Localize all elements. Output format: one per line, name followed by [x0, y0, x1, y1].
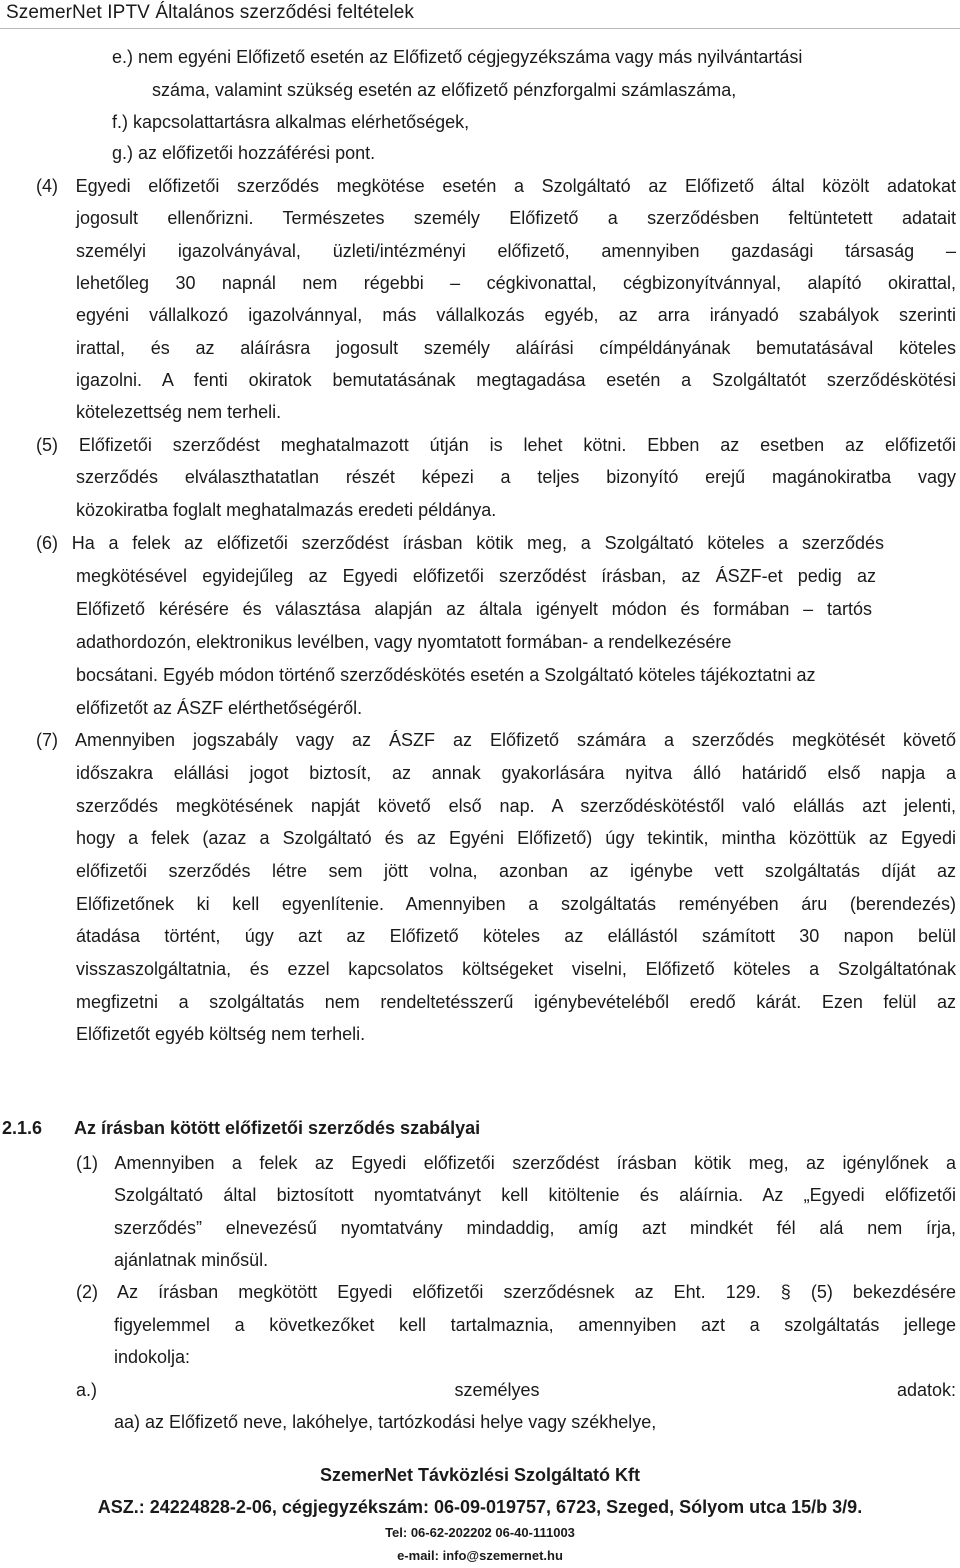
text-line: ajánlatnak minősül.: [114, 1250, 269, 1270]
text-line: igazolni. A fenti okiratok bemutatásának megtagadása esetén a Szolgáltatót szerződéskötési: [76, 370, 956, 390]
text-line: egyéni vállalkozó igazolvánnyal, más vállalkozás egyéb, az arra irányadó szabályok szerinti: [76, 305, 956, 325]
text-line: visszaszolgáltatnia, és ezzel kapcsolatos költségeket viselni, Előfizető köteles a Szolgáltatónak: [76, 959, 956, 979]
section-number: 2.1.6: [2, 1118, 43, 1138]
text-line: (4) Egyedi előfizetői szerződés megkötése esetén a Szolgáltató az Előfizető által közölt adatokat: [36, 176, 956, 196]
text-line: lehetőleg 30 napnál nem régebbi – cégkivonattal, cégbizonyítvánnyal, alapító okirattal,: [76, 273, 956, 293]
text-line: indokolja:: [114, 1347, 191, 1367]
text-line: a.) személyes adatok:: [76, 1380, 956, 1400]
text-line: Előfizetőt egyéb költség nem terheli.: [76, 1024, 366, 1044]
text-line: megfizetni a szolgáltatás nem rendeltetésszerű igénybevételéből eredő kárát. Ezen felül az: [76, 992, 956, 1012]
text-line: (7) Amennyiben jogszabály vagy az ÁSZF az Előfizető számára a szerződés megkötését követő: [36, 730, 956, 750]
text-line: Szolgáltató által biztosított nyomtatványt kell kitöltenie és aláírnia. Az „Egyedi előfizetői: [114, 1185, 956, 1205]
text-line: időszakra elállási jogot biztosít, az annak gyakorlására nyitva álló határidő első napja a: [76, 763, 956, 783]
footer-email: e-mail: info@szemernet.hu: [397, 1548, 563, 1563]
text-line: (5) Előfizetői szerződést meghatalmazott útján is lehet kötni. Ebben az esetben az előfizetői: [36, 435, 956, 455]
text-line: átadása történt, úgy azt az Előfizető köteles az elállástól számított 30 napon belül: [76, 926, 956, 946]
text-line: előfizetői szerződés létre sem jött volna, azonban az igénybe vett szolgáltatás díját az: [76, 861, 956, 881]
footer-company: SzemerNet Távközlési Szolgáltató Kft: [319, 1465, 641, 1485]
text-line: száma, valamint szükség esetén az előfizető pénzforgalmi számlaszáma,: [152, 80, 737, 100]
text-line: (6) Ha a felek az előfizetői szerződést írásban kötik meg, a Szolgáltató köteles a szerződés: [36, 533, 884, 553]
text-line: irattal, és az aláírásra jogosult személy aláírási címpéldányának bemutatásával köteles: [76, 338, 956, 358]
text-line: adathordozón, elektronikus levélben, vagy nyomtatott formában- a rendelkezésére: [76, 632, 732, 652]
text-line: g.) az előfizetői hozzáférési pont.: [112, 143, 376, 163]
text-line: megkötésével egyidejűleg az Egyedi előfizetői szerződést írásban, az ÁSZF-et pedig az: [76, 566, 876, 586]
header-title: SzemerNet IPTV Általános szerződési feltételek: [6, 2, 414, 23]
text-line: jogosult ellenőrizni. Természetes személy Előfizető a szerződésben feltüntetett adatait: [76, 208, 956, 228]
text-line: személyi igazolványával, üzleti/intézményi előfizető, amennyiben gazdasági társaság –: [76, 241, 956, 261]
text-line: előfizetőt az ÁSZF elérthetőségéről.: [76, 698, 363, 718]
text-line: szerződés elválaszthatatlan részét képezi a teljes bizonyító erejű magánokiratba vagy: [76, 467, 956, 487]
page-header: [0, 0, 960, 29]
text-line: közokiratba foglalt meghatalmazás eredeti példánya.: [76, 500, 497, 520]
text-line: hogy a felek (azaz a Szolgáltató és az Egyéni Előfizető) úgy tekintik, mintha közöttük az Egyedi: [76, 828, 956, 848]
text-line: figyelemmel a következőket kell tartalmaznia, amennyiben azt a szolgáltatás jellege: [114, 1315, 956, 1335]
text-line: aa) az Előfizető neve, lakóhelye, tartózkodási helye vagy székhelye,: [114, 1412, 657, 1432]
text-line: f.) kapcsolattartásra alkalmas elérhetőségek,: [112, 112, 470, 132]
text-line: (1) Amennyiben a felek az Egyedi előfizetői szerződést írásban kötik meg, az igénylőnek a: [76, 1153, 956, 1173]
text-line: kötelezettség nem terheli.: [76, 402, 282, 422]
text-line: szerződés” elnevezésű nyomtatvány mindaddig, amíg azt mindkét fél alá nem írja,: [114, 1218, 956, 1238]
text-line: (2) Az írásban megkötött Egyedi előfizetői szerződésnek az Eht. 129. § (5) bekezdésére: [76, 1282, 956, 1302]
footer-tel: Tel: 06-62-202202 06-40-111003: [385, 1525, 575, 1540]
text-line: Előfizető kérésére és választása alapján az általa igényelt módon és formában – tartós: [76, 599, 872, 619]
text-line: szerződés megkötésének napját követő első nap. A szerződéskötéstől való elállás azt jelenti,: [76, 796, 956, 816]
footer-address: ASZ.: 24224828-2-06, cégjegyzékszám: 06-09-019757, 6723, Szeged, Sólyom utca 15/b 3/9.: [97, 1497, 863, 1517]
text-line: e.) nem egyéni Előfizető esetén az Előfizető cégjegyzékszáma vagy más nyilvántartási: [112, 47, 803, 67]
text-line: Előfizetőnek ki kell egyenlítenie. Amennyiben a szolgáltatás reményében áru (berendezés): [76, 894, 956, 914]
section-title: Az írásban kötött előfizetői szerződés szabályai: [74, 1118, 481, 1138]
text-line: bocsátani. Egyéb módon történő szerződéskötés esetén a Szolgáltató köteles tájékoztatni az: [76, 665, 816, 685]
